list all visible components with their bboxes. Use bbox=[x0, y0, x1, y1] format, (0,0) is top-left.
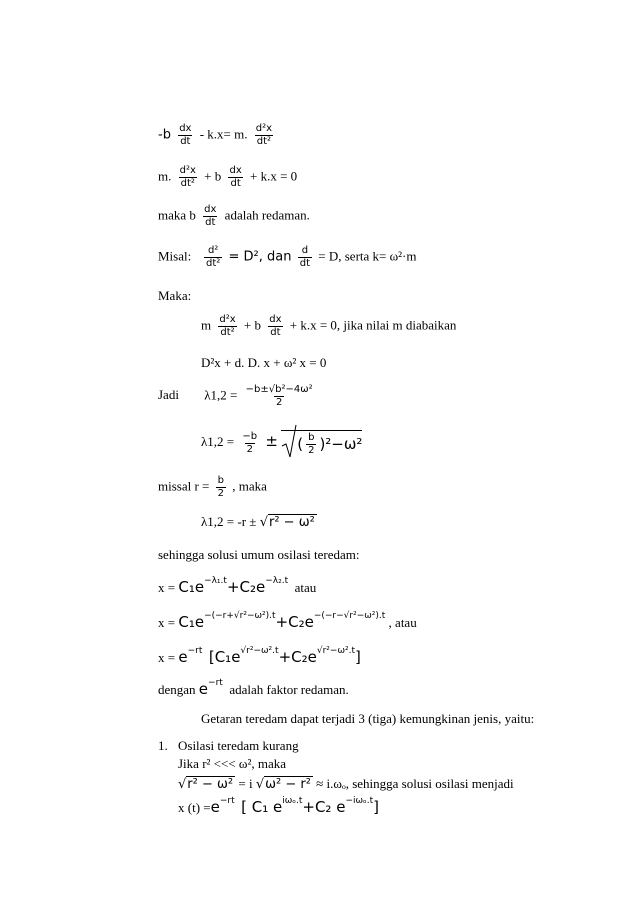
equation-7: Jadi λ1,2 = $\frac{\text{−b±√b²−4ω²}}{2}$ bbox=[158, 384, 313, 408]
fraction: $\frac{\text{−b±√b²−4ω²}}{2}$ bbox=[245, 384, 313, 408]
fraction: $\frac{b}{2}$ bbox=[308, 432, 315, 456]
square-root: √ ω² − r² bbox=[255, 777, 311, 792]
paragraph: Getaran teredam dapat terjadi 3 (tiga) kemungkinan jenis, yaitu: bbox=[201, 711, 535, 726]
equation-11: $x = C_1e^{-\lambda_1.t}+C_2e^{-\lambda_2.t}$ atau bbox=[158, 576, 317, 596]
fraction: $\frac{\text{d²x}}{\text{dt²}}$ bbox=[179, 165, 196, 189]
equation-9: missal r = $\frac{b}{2}$ , maka bbox=[158, 475, 267, 499]
paragraph: sehingga solusi umum osilasi teredam: bbox=[158, 547, 360, 562]
fraction: $\frac{\text{d²x}}{\text{dt²}}$ bbox=[219, 314, 236, 338]
list-item-equation: √ r² − ω² = i √ ω² − r² ≈ i.ωₒ, sehingga solusi osilasi menjadi bbox=[178, 776, 514, 792]
fraction: $\frac{d}{dt}$ bbox=[299, 245, 311, 269]
equation-4: Misal: $\frac{\text{d²}}{\text{dt²}}$ = D², dan $\frac{d}{dt}$ = D, serta k= ω²·m bbox=[158, 245, 417, 269]
equation-5: m $\frac{\text{d²x}}{\text{dt²}}$ + b $\frac{dx}{dt}$ + k.x = 0, jika nilai m diabaikan bbox=[201, 314, 457, 338]
fraction: $\frac{dx}{dt}$ bbox=[269, 314, 282, 338]
fraction: $\frac{dx}{dt}$ bbox=[204, 204, 217, 228]
equation-3: maka b $\frac{dx}{dt}$ adalah redaman. bbox=[158, 204, 310, 228]
radical-sign-icon bbox=[281, 424, 297, 460]
equation-14: dengan $e^{-rt}$ adalah faktor redaman. bbox=[158, 678, 349, 698]
square-root: ( $\frac{b}{2}$ )²−ω² bbox=[281, 430, 362, 456]
equation-1: -b $\frac{dx}{dt}$ - k.x= m. $\frac{\text{d²x}}{\text{dt²}}$ bbox=[158, 123, 273, 147]
fraction: $\frac{b}{2}$ bbox=[217, 475, 225, 499]
fraction: $\frac{dx}{dt}$ bbox=[229, 165, 242, 189]
list-item-title: Osilasi teredam kurang bbox=[178, 738, 299, 753]
equation-6: D²x + d. D. x + ω² x = 0 bbox=[201, 355, 327, 370]
fraction: $\frac{-b}{2}$ bbox=[242, 430, 258, 455]
fraction: $\frac{dx}{dt}$ bbox=[179, 123, 192, 147]
square-root: √ r² − ω² bbox=[178, 777, 234, 792]
list-item-condition: Jika r² <<< ω², maka bbox=[178, 756, 287, 771]
equation-8: λ1,2 = $\frac{-b}{2}$ ± ( $\frac{b}{2}$ )²−ω² bbox=[201, 430, 362, 456]
equation-2: m. $\frac{\text{d²x}}{\text{dt²}}$ + b $\frac{dx}{dt}$ + k.x = 0 bbox=[158, 165, 298, 189]
square-root: √ r² − ω² bbox=[259, 515, 315, 530]
equation-13: $x = e^{-rt}$ $[C_1e^{√r^2-\omega^2.t}+C_2e^{√r^2-\omega^2.t}]$ bbox=[158, 646, 361, 666]
list-item-solution: x $(t) =e^{-rt}$ [ C₁ $e^{i\omega_o.t}+C_2$ $e^{-i\omega_o.t}$] bbox=[178, 796, 380, 816]
equation-10: λ1,2 = -r ± √ r² − ω² bbox=[201, 514, 315, 530]
list-item-number: 1. bbox=[158, 738, 168, 753]
maka-label: Maka: bbox=[158, 288, 192, 303]
fraction: $\frac{\text{d²}}{\text{dt²}}$ bbox=[205, 245, 221, 269]
fraction: $\frac{\text{d²x}}{\text{dt²}}$ bbox=[255, 123, 273, 147]
equation-12: $x = C_1e^{-(-r+√r^2-\omega^2).t}+C_2e^{-(-r-√r^2-\omega^2).t}$ , atau bbox=[158, 611, 417, 631]
